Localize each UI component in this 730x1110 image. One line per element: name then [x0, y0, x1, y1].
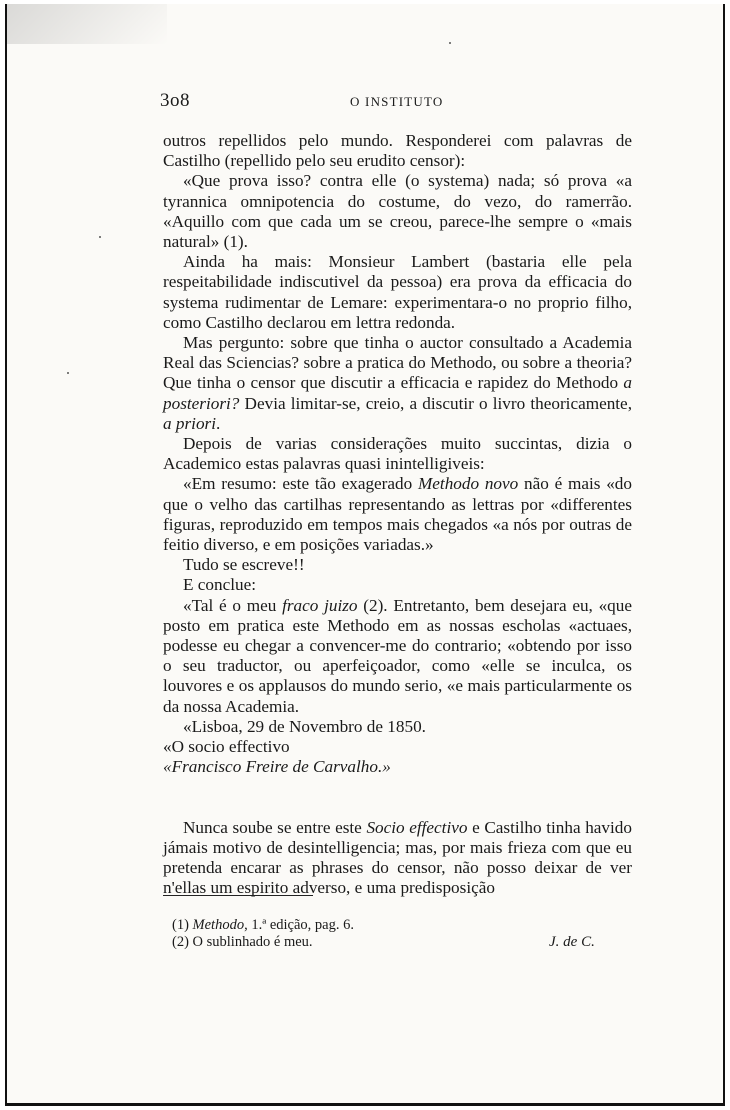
- paragraph: E conclue:: [183, 575, 257, 595]
- text-run: Nunca soube se entre este: [183, 817, 367, 837]
- ink-speck: [99, 236, 101, 238]
- page-stain: [7, 4, 167, 44]
- signature-name: «Francisco Freire de Carvalho.»: [163, 757, 391, 777]
- paragraph: Depois de varias considerações muito succintas, dizia o Academico estas palavras quasi inintelligiveis:: [163, 434, 632, 474]
- quotation: [163, 474, 632, 555]
- paragraph: Ainda ha mais: Monsieur Lambert (bastaria elle pela respeitabilidade indiscutivel da pessoa) era prova da efficacia do systema rudimentar de Lemare: experimentara-o no proprio filho, como Castilho declarou em lettra redonda.: [163, 252, 632, 332]
- footnote-title: Methodo: [192, 917, 245, 933]
- ink-speck: [67, 372, 69, 374]
- footnote-2: (2) O sublinhado é meu.: [172, 934, 313, 950]
- footnote-rule: [163, 895, 313, 896]
- section-gap: [163, 778, 632, 818]
- text-run: «Tal é o meu: [183, 595, 283, 615]
- text-run: .: [216, 413, 221, 433]
- text-run: Devia limitar-se, creio, a discutir o livro theoricamente,: [239, 393, 632, 413]
- ink-speck: [449, 42, 451, 44]
- dateline: «Lisboa, 29 de Novembro de 1850.: [183, 716, 426, 736]
- running-head: O INSTITUTO: [350, 94, 444, 109]
- page-number: 3o8: [160, 90, 190, 111]
- footnotes: [172, 917, 612, 951]
- footnote-initials: J. de C.: [549, 934, 595, 950]
- text-run: e Castilho tinha havido jámais motivo de desintelligencia; mas, por mais frieza com que eu pretenda encarar as phrases do censor, não posso deixar de ver n'ellas um espirito adverso, e uma predisposição: [163, 817, 632, 898]
- text-run: não é mais «do que o velho das cartilhas representando as lettras por «differentes figuras, reproduzido em tempos mais chegados «a nós por outras de feitio diverso, e em posições variadas.»: [163, 474, 632, 555]
- italic-text: fraco juizo: [282, 595, 358, 615]
- page-header: [160, 90, 630, 114]
- italic-text: a priori: [163, 413, 217, 433]
- text-run: (2). Entretanto, bem desejara eu, «que posto em pratica este Methodo em as nossas escholas «actuaes, podesse eu chegar a convencer-me do contrario; «obtendo por isso o seu traductor, ou aperfeiçoador, como «elle se inculca, os louvores e os applausos do mundo serio, «e mais particularmente os da nossa Academia.: [163, 595, 633, 716]
- text-run: «Em resumo: este tão exagerado: [183, 474, 418, 494]
- italic-text: Methodo novo: [417, 474, 519, 494]
- paragraph: [163, 333, 632, 434]
- quotation: [163, 596, 632, 717]
- paragraph: outros repellidos pelo mundo. Responderei com palavras de Castilho (repellido pelo seu erudito censor):: [163, 131, 632, 171]
- signature-title: «O socio effectivo: [163, 737, 290, 757]
- body-text: [163, 131, 632, 898]
- quotation: «Que prova isso? contra elle (o systema) nada; só prova «a tyrannica omnipotencia do costume, do vezo, do ramerrão. «Aquillo com que cada um se creou, parece-lhe sempre o «mais natural» (1).: [163, 171, 632, 252]
- footnote-1: [172, 917, 612, 934]
- paragraph: [163, 818, 632, 899]
- paragraph: Tudo se escreve!!: [183, 555, 305, 575]
- italic-text: Socio effectivo: [366, 817, 468, 837]
- footnote-marker: (1): [172, 917, 193, 933]
- italic-text: a posteriori?: [163, 373, 632, 413]
- footnote-text: , 1.ª edição, pag. 6.: [244, 917, 354, 933]
- text-run: Mas pergunto: sobre que tinha o auctor consultado a Academia Real das Sciencias? sobre a pratica do Methodo, ou sobre a theoria? Que tinha o censor que discutir a efficacia e rapidez do Methodo: [163, 333, 632, 393]
